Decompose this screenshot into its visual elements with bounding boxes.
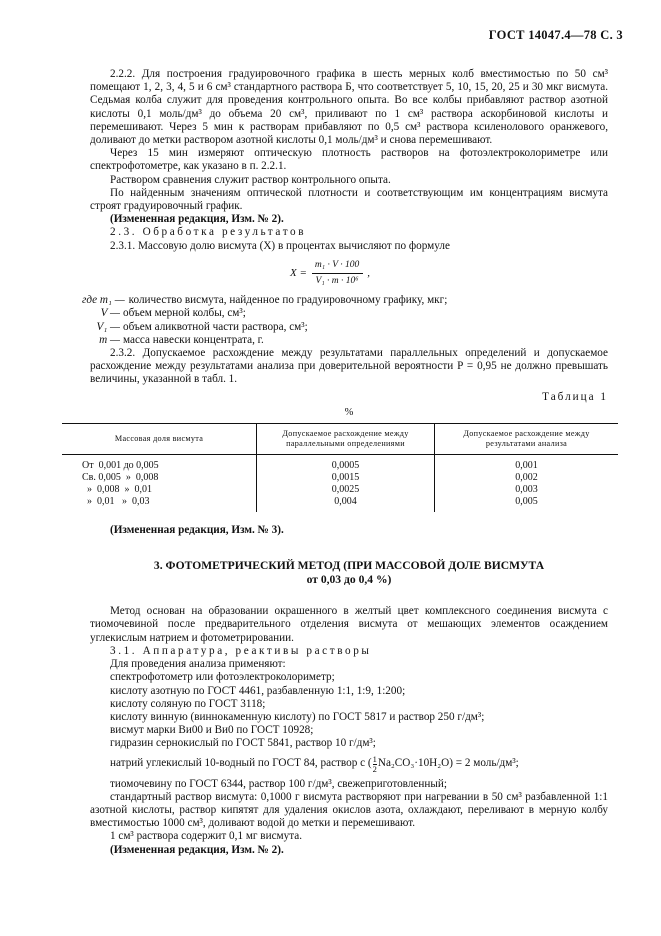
table-cell: » 0,008 » 0,01 [82, 484, 152, 496]
definition-symbol: где m₁ — [82, 294, 125, 307]
list-item: тиомочевину по ГОСТ 6344, раствор 100 г/дм³, свежеприготовленный; [110, 777, 447, 790]
definition-row [82, 294, 608, 307]
tolerance-table [62, 423, 618, 512]
formula-numerator: m₁ · V · 100 [314, 259, 360, 270]
table-cell: 0,0005 [257, 455, 435, 473]
formula-lhs: X = [290, 266, 307, 279]
formula-fraction [311, 259, 363, 288]
paragraph-2-2-2: 2.2.2. Для построения градуировочного графика в шесть мерных колб вместимостью по 50 см³ помещают 1, 2, 3, 4, 5 и 6 см³ стандартного раствора Б, что соответствует 5, 10, 15, 20, 25 и 30 мкг висмута. Седьмая колба служит для проведения контрольного опыта. Во все колбы прибавляют раствор азотной кислоты 0,1 моль/дм³ до объема 20 см³, приливают по 1 см³ раствора аскорбиновой кислоты и перемешивают. Через 5 мин к растворам прибавляют по 0,5 см³ раствора ксиленолового оранжевого, доливают до метки раствором азотной кислоты 0,1 моль/дм³ и снова перемешивают. [90, 68, 608, 147]
definition-row [82, 321, 608, 334]
list-item: кислоту соляную по ГОСТ 3118; [110, 697, 266, 710]
variable-definitions [82, 294, 608, 347]
formula-tail: , [367, 266, 370, 279]
table-header: Массовая доля висмута [62, 424, 257, 455]
list-item: кислоту азотную по ГОСТ 4461, разбавленную 1:1, 1:9, 1:200; [110, 684, 406, 697]
table-cell: 0,004 [257, 496, 435, 512]
table-row [62, 484, 618, 496]
definition-symbol: V — [100, 307, 120, 320]
definition-text: объем аликвотной части раствора, см³; [123, 320, 308, 333]
paragraph-2-3-2: 2.3.2. Допускаемое расхождение между результатами параллельных определений и допускаемое расхождение между результатами анализа при доверительной вероятности P = 0,95 не должно превышать величины, указанной в табл. 1. [90, 347, 608, 386]
table-header: Допускаемое расхождение между результатами анализа [435, 424, 619, 455]
definition-text: объем мерной колбы, см³; [123, 307, 246, 320]
table-header: Допускаемое расхождение между параллельными определениями [257, 424, 435, 455]
page-header: ГОСТ 14047.4—78 С. 3 [488, 28, 623, 42]
sodium-text: натрий углекислый 10-водный по ГОСТ 84, раствор с ( [110, 757, 372, 770]
table-cell: Св. 0,005 » 0,008 [82, 472, 159, 484]
paragraph-standard-solution: стандартный раствор висмута: 0,1000 г висмута растворяют при нагревании в 50 см³ разбавленной 1:1 азотной кислоты, раствор кипятят для удаления окислов азота, охлаждают, переливают в мерную колбу вместимостью 1000 см³, доливают водой до метки и перемешивают. [90, 790, 608, 830]
definition-row [82, 307, 608, 320]
amendment-note: (Измененная редакция, Изм. № 3). [110, 524, 284, 537]
paragraph-concentration: 1 см³ раствора содержит 0,1 мг висмута. [110, 830, 302, 843]
list-item: гидразин сернокислый по ГОСТ 5841, раствор 10 г/дм³; [110, 737, 376, 750]
table-cell: » 0,01 » 0,03 [82, 496, 150, 508]
list-item-sodium-carbonate [90, 755, 608, 774]
paragraph-2-3-1: 2.3.1. Массовую долю висмута (X) в процентах вычисляют по формуле [110, 239, 450, 252]
table-cell: 0,0025 [257, 484, 435, 496]
table-unit: % [344, 406, 354, 418]
definition-text: количество висмута, найденное по градуировочному графику, мкг; [128, 294, 448, 307]
sodium-formula: Na₂CO₃·10H₂O) = 2 моль/дм³; [377, 757, 519, 770]
table-cell: От 0,001 до 0,005 [82, 460, 159, 472]
list-item: кислоту винную (виннокаменную кислоту) по ГОСТ 5817 и раствор 250 г/дм³; [110, 710, 485, 723]
page-content [82, 68, 608, 857]
table-cell: 0,003 [435, 484, 619, 496]
list-item: спектрофотометр или фотоэлектроколориметр; [110, 671, 335, 684]
table-row [62, 455, 618, 473]
section-3-heading-line2: от 0,03 до 0,4 %) [306, 573, 392, 587]
half-denominator: 2 [372, 763, 377, 774]
paragraph-graph: По найденным значениям оптической плотности и соответствующим им концентрациям висмута строят градуировочный график. [90, 186, 608, 213]
list-item: висмут марки Ви00 и Ви0 по ГОСТ 10928; [110, 724, 314, 737]
section-3-heading-line1: 3. ФОТОМЕТРИЧЕСКИЙ МЕТОД (ПРИ МАССОВОЙ ДОЛЕ ВИСМУТА [153, 559, 545, 573]
table-cell: 0,005 [435, 496, 619, 512]
section-3-heading [90, 559, 608, 587]
table-row [62, 472, 618, 484]
table-title: Таблица 1 [542, 390, 608, 403]
definition-symbol: m — [99, 333, 120, 346]
definition-symbol: V₁ — [96, 320, 120, 333]
paragraph-apply: Для проведения анализа применяют: [110, 658, 286, 671]
paragraph-reference: Раствором сравнения служит раствор контрольного опыта. [110, 173, 391, 186]
subsection-2-3-heading: 2.3. Обработка результатов [110, 226, 307, 239]
formula [290, 259, 608, 288]
amendment-note: (Измененная редакция, Изм. № 2). [110, 213, 284, 226]
paragraph-measure: Через 15 мин измеряют оптическую плотность растворов на фотоэлектроколориметре или спектрофотометре, как указано в п. 2.2.1. [90, 147, 608, 173]
table-cell: 0,001 [435, 455, 619, 473]
subsection-3-1-heading: 3.1. Аппаратура, реактивы растворы [110, 644, 372, 657]
definition-text: масса навески концентрата, г. [123, 333, 264, 346]
formula-denominator: V₁ · m · 10⁶ [312, 273, 363, 288]
table-cell: 0,002 [435, 472, 619, 484]
definition-row [82, 334, 608, 347]
amendment-note: (Измененная редакция, Изм. № 2). [110, 843, 284, 856]
half-numerator: 1 [372, 753, 377, 764]
paragraph-method: Метод основан на образовании окрашенного в желтый цвет комплексного соединения висмута с тиомочевиной после предварительного отделения висмута от мешающих элементов осаждением углекислым натрием и фотометрировании. [90, 605, 608, 644]
table-cell: 0,0015 [257, 472, 435, 484]
half-fraction [373, 755, 377, 774]
table-row [62, 496, 618, 512]
